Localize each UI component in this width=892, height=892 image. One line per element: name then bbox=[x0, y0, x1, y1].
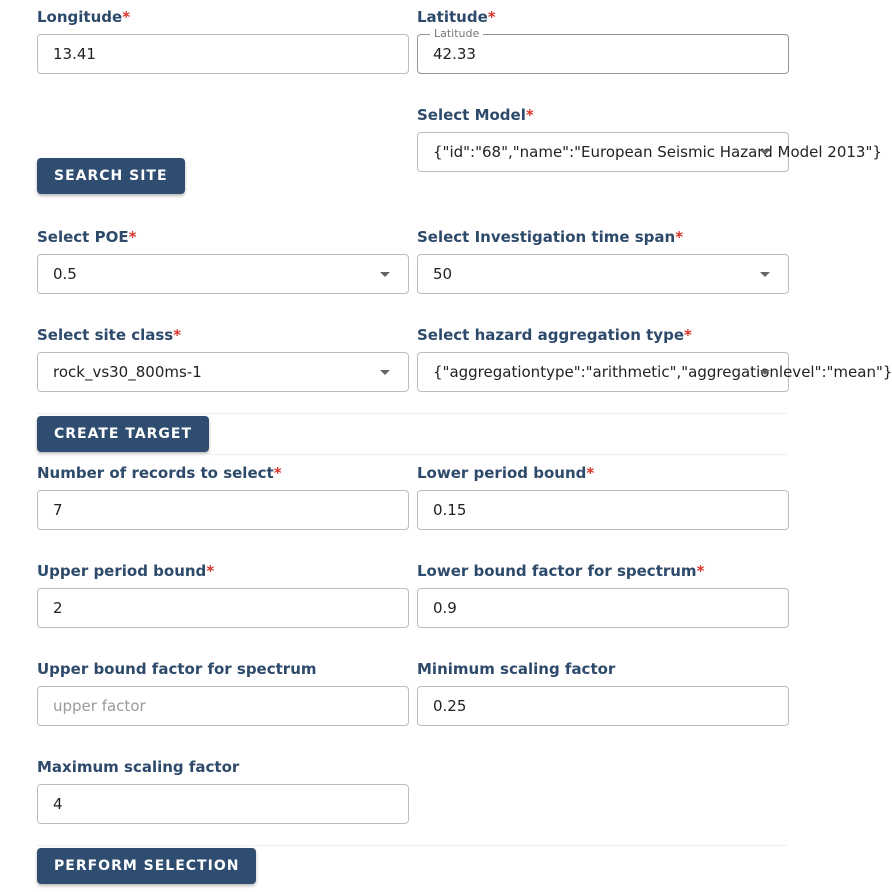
chevron-down-icon bbox=[380, 370, 390, 375]
required-mark: * bbox=[684, 326, 692, 344]
required-mark: * bbox=[173, 326, 182, 344]
required-mark: * bbox=[128, 228, 137, 246]
aggregation-select-value: {"aggregationtype":"arithmetic","aggregationlevel":"mean"} bbox=[433, 363, 892, 381]
site-class-label-text: Select site class bbox=[37, 326, 174, 344]
longitude-label-text: Longitude bbox=[37, 8, 123, 26]
upper-factor-input[interactable] bbox=[38, 687, 408, 725]
upper-period-label-text: Upper period bound bbox=[37, 562, 207, 580]
required-mark: * bbox=[206, 562, 215, 580]
site-class-select-value: rock_vs30_800ms-1 bbox=[53, 363, 202, 381]
lower-factor-label bbox=[417, 562, 704, 580]
model-label bbox=[417, 106, 534, 124]
required-mark: * bbox=[586, 464, 595, 482]
required-mark: * bbox=[487, 8, 496, 26]
lower-period-input[interactable] bbox=[418, 491, 788, 529]
max-scaling-label-text: Maximum scaling factor bbox=[37, 758, 240, 776]
max-scaling-field[interactable] bbox=[37, 784, 409, 824]
time-span-select-value: 50 bbox=[433, 265, 453, 283]
poe-select-value: 0.5 bbox=[53, 265, 77, 283]
aggregation-label-text: Select hazard aggregation type bbox=[417, 326, 684, 344]
aggregation-select[interactable] bbox=[417, 352, 892, 392]
min-scaling-label bbox=[417, 660, 615, 678]
upper-factor-label bbox=[37, 660, 317, 678]
upper-factor-label-text: Upper bound factor for spectrum bbox=[37, 660, 317, 678]
longitude-label bbox=[37, 8, 130, 26]
model-label-text: Select Model bbox=[417, 106, 526, 124]
max-scaling-input[interactable] bbox=[38, 785, 408, 823]
site-class-label bbox=[37, 326, 181, 344]
upper-period-input[interactable] bbox=[38, 589, 408, 627]
perform-selection-button[interactable]: PERFORM SELECTION bbox=[37, 848, 256, 884]
chevron-down-icon bbox=[760, 150, 770, 155]
poe-select[interactable] bbox=[37, 254, 409, 294]
min-scaling-label-text: Minimum scaling factor bbox=[417, 660, 616, 678]
chevron-down-icon bbox=[760, 370, 770, 375]
divider bbox=[37, 454, 787, 455]
num-records-field[interactable] bbox=[37, 490, 409, 530]
aggregation-label bbox=[417, 326, 692, 344]
lower-period-label-text: Lower period bound bbox=[417, 464, 587, 482]
min-scaling-input[interactable] bbox=[418, 687, 788, 725]
chevron-down-icon bbox=[380, 272, 390, 277]
lower-factor-input[interactable] bbox=[418, 589, 788, 627]
latitude-floating-label: Latitude bbox=[430, 27, 483, 40]
num-records-label bbox=[37, 464, 282, 482]
time-span-label bbox=[417, 228, 683, 246]
upper-period-field[interactable] bbox=[37, 588, 409, 628]
latitude-label-text: Latitude bbox=[417, 8, 488, 26]
lower-factor-label-text: Lower bound factor for spectrum bbox=[417, 562, 697, 580]
latitude-input[interactable] bbox=[418, 35, 788, 73]
model-select-value: {"id":"68","name":"European Seismic Hazard Model 2013"} bbox=[433, 143, 882, 161]
site-class-select[interactable] bbox=[37, 352, 409, 392]
longitude-field[interactable] bbox=[37, 34, 409, 74]
longitude-input[interactable] bbox=[38, 35, 408, 73]
num-records-label-text: Number of records to select bbox=[37, 464, 274, 482]
model-select[interactable] bbox=[417, 132, 882, 172]
create-target-button[interactable]: CREATE TARGET bbox=[37, 416, 209, 452]
required-mark: * bbox=[122, 8, 131, 26]
upper-period-label bbox=[37, 562, 214, 580]
chevron-down-icon bbox=[760, 272, 770, 277]
time-span-label-text: Select Investigation time span bbox=[417, 228, 676, 246]
latitude-label bbox=[417, 8, 496, 26]
search-site-button[interactable]: SEARCH SITE bbox=[37, 158, 185, 194]
latitude-field[interactable] bbox=[417, 27, 789, 74]
required-mark: * bbox=[273, 464, 282, 482]
divider bbox=[37, 413, 787, 414]
required-mark: * bbox=[675, 228, 684, 246]
required-mark: * bbox=[525, 106, 534, 124]
time-span-select[interactable] bbox=[417, 254, 789, 294]
lower-period-label bbox=[417, 464, 594, 482]
max-scaling-label bbox=[37, 758, 239, 776]
num-records-input[interactable] bbox=[38, 491, 408, 529]
upper-factor-field[interactable] bbox=[37, 686, 409, 726]
poe-label-text: Select POE bbox=[37, 228, 129, 246]
divider bbox=[37, 845, 787, 846]
poe-label bbox=[37, 228, 136, 246]
lower-factor-field[interactable] bbox=[417, 588, 789, 628]
min-scaling-field[interactable] bbox=[417, 686, 789, 726]
lower-period-field[interactable] bbox=[417, 490, 789, 530]
required-mark: * bbox=[696, 562, 705, 580]
